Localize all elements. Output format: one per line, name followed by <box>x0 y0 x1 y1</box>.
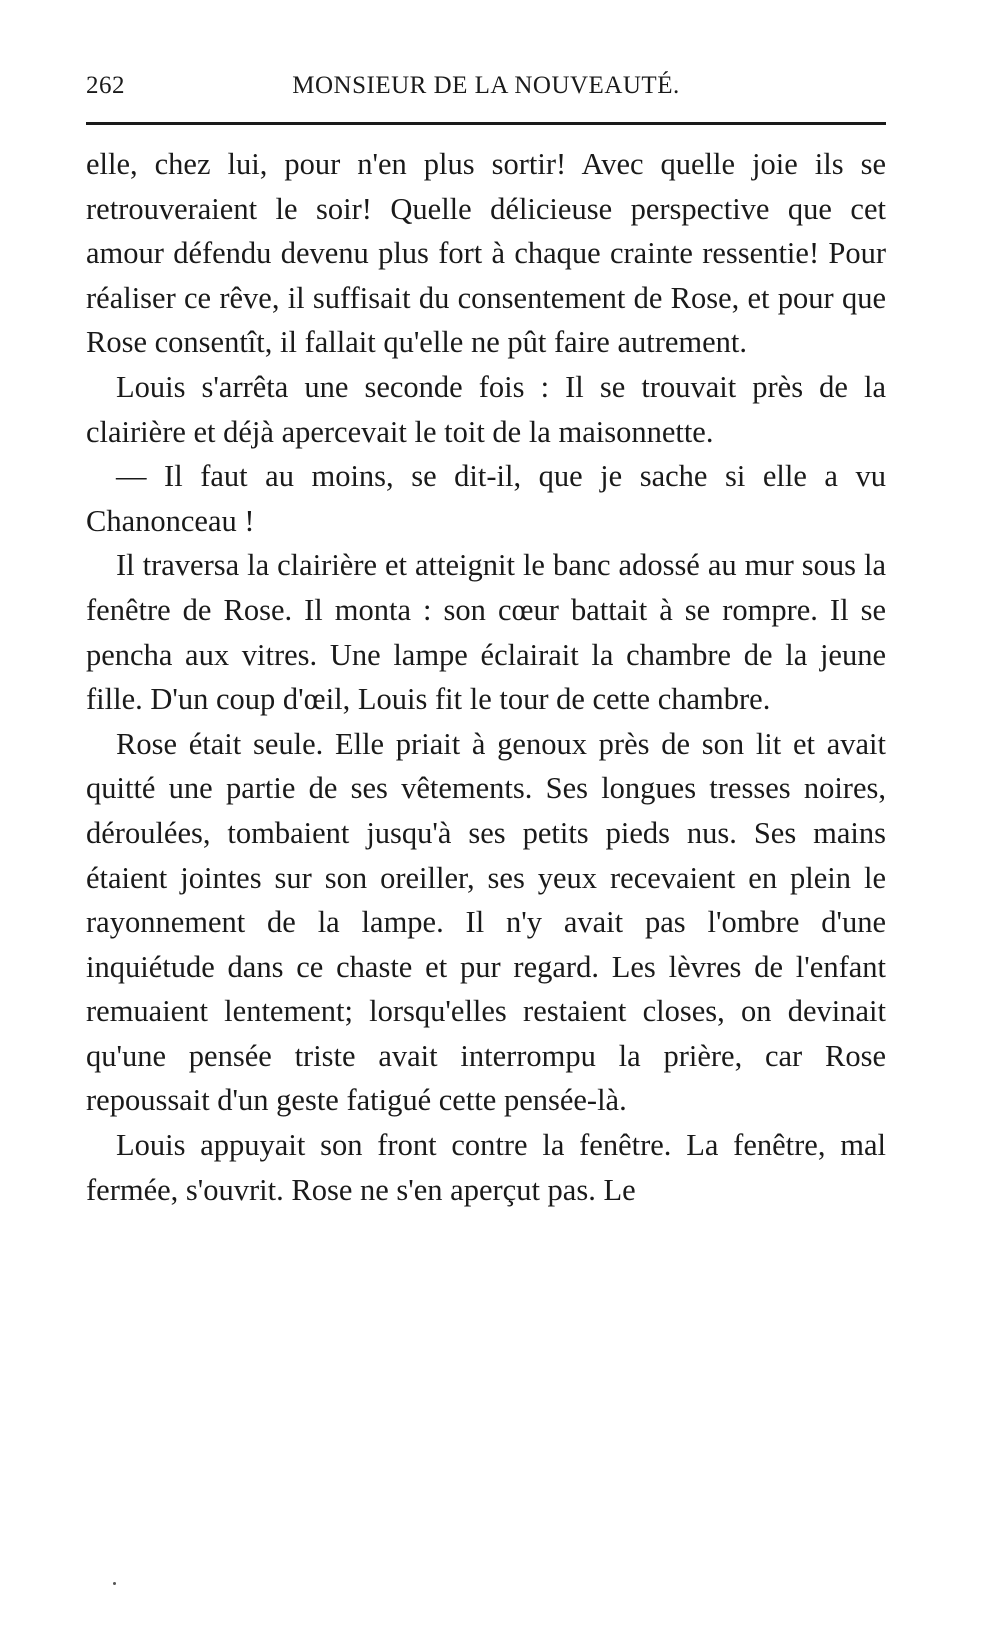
paragraph: Il traversa la clairière et atteignit le banc adossé au mur sous la fenêtre de Rose. Il monta : son cœur battait à se rompre. Il se pencha aux vitres. Une lampe éclairait la chambre de la jeune fille. D'un coup d'œil, Louis fit le tour de cette chambre. <box>86 548 886 717</box>
running-head <box>86 72 886 108</box>
paragraph: Louis s'arrêta une seconde fois : Il se trouvait près de la clairière et déjà apercevait le toit de la maisonnette. <box>86 369 886 449</box>
print-speck <box>113 1582 116 1585</box>
paragraph: elle, chez lui, pour n'en plus sortir! Avec quelle joie ils se retrouveraient le soir! Quelle délicieuse perspective que cet amour défendu devenu plus fort à chaque crainte ressentie! Pour réaliser ce rêve, il suffisait du consentement de Rose, et pour que Rose consentît, il fallait qu'elle ne pût faire autrement. <box>86 147 886 360</box>
paragraph: Rose était seule. Elle priait à genoux près de son lit et avait quitté une partie de ses vêtements. Ses longues tresses noires, déroulées, tombaient jusqu'à ses petits pieds nus. Ses mains étaient jointes sur son oreiller, ses yeux recevaient en plein le rayonnement de la lampe. Il n'y avait pas l'ombre d'une inquiétude dans ce chaste et pur regard. Les lèvres de l'enfant remuaient lentement; lorsqu'elles restaient closes, on devinait qu'une pensée triste avait interrompu la prière, car Rose repoussait d'un geste fatigué cette pensée-là. <box>86 726 886 1118</box>
page-number: 262 <box>86 72 125 99</box>
body-text <box>86 142 886 1212</box>
paragraph: — Il faut au moins, se dit-il, que je sache si elle a vu Chanonceau ! <box>86 459 886 538</box>
running-title: MONSIEUR DE LA NOUVEAUTÉ. <box>292 72 680 99</box>
header-rule <box>86 122 886 125</box>
paragraph: Louis appuyait son front contre la fenêtre. La fenêtre, mal fermée, s'ouvrit. Rose ne s'en aperçut pas. Le <box>86 1128 886 1207</box>
